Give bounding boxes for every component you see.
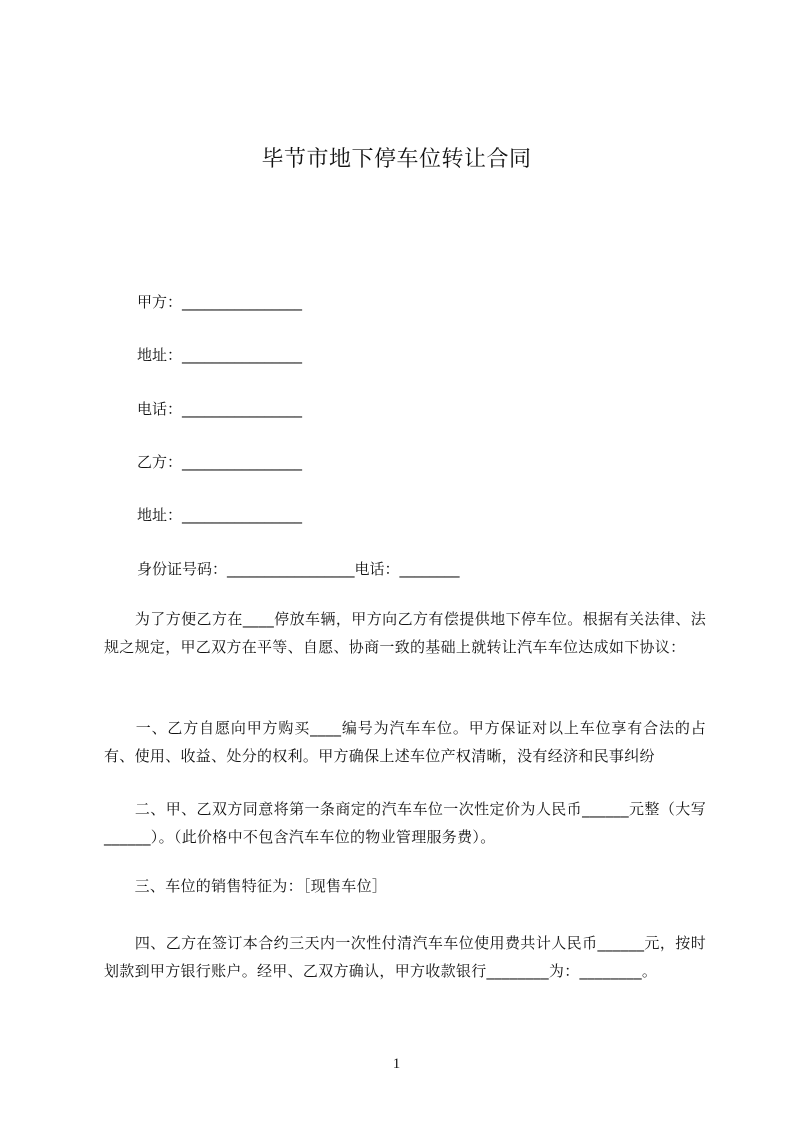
party-b-field: 乙方：________________ <box>137 453 303 471</box>
party-b-address-field: 地址：________________ <box>137 506 303 524</box>
party-a-address-field: 地址：________________ <box>137 346 303 364</box>
document-title: 毕节市地下停车位转让合同 <box>261 147 532 172</box>
clause-2-paragraph: 二、甲、乙双方同意将第一条商定的汽车车位一次性定价为人民币______元整（大写______）。（此价格中不包含汽车车位的物业管理服务费）。 <box>104 800 706 846</box>
party-a-phone-field: 电话：________________ <box>137 400 303 418</box>
party-a-field: 甲方：________________ <box>137 293 303 311</box>
clause-3-paragraph: 三、车位的销售特征为：［现售车位］ <box>104 877 388 895</box>
preamble-paragraph: 为了方便乙方在____停放车辆，甲方向乙方有偿提供地下停车位。根据有关法律、法规之规定，甲乙双方在平等、自愿、协商一致的基础上就转让汽车车位达成如下协议： <box>104 610 706 656</box>
clause-1-paragraph: 一、乙方自愿向甲方购买____编号为汽车车位。甲方保证对以上车位享有合法的占有、使用、收益、处分的权利。甲方确保上述车位产权清晰，没有经济和民事纠纷 <box>104 719 706 765</box>
party-b-id-phone-field: 身份证号码：_________________电话：________ <box>137 560 460 578</box>
clause-4-paragraph: 四、乙方在签订本合约三天内一次性付清汽车车位使用费共计人民币______元，按时划款到甲方银行账户。经甲、乙双方确认，甲方收款银行________为：________。 <box>104 934 706 980</box>
page-number: 1 <box>392 1056 401 1072</box>
